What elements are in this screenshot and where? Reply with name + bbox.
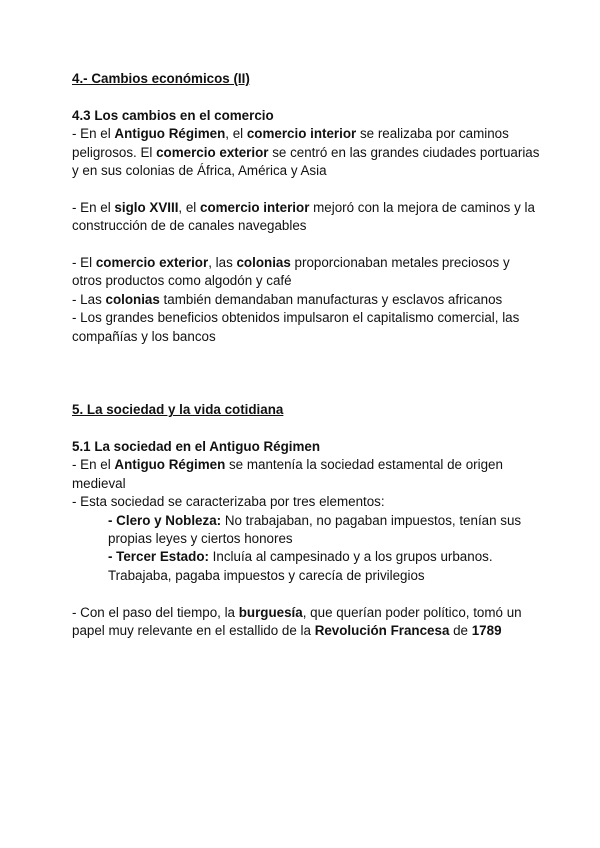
list-item-clero-nobleza: - Clero y Nobleza: No trabajaban, no pagaban impuestos, tenían sus propias leyes y ciertos honores (108, 512, 522, 547)
paragraph-beneficios: - Los grandes beneficios obtenidos impulsaron el capitalismo comercial, las compañías y los bancos (72, 310, 520, 344)
document-content (72, 70, 542, 640)
paragraph-sociedad-estamental: - En el Antiguo Régimen se mantenía la sociedad estamental de origen medieval (72, 457, 503, 491)
paragraph-comercio-antiguo-regimen: - En el Antiguo Régimen, el comercio interior se realizaba por caminos peligrosos. El comercio exterior se centró en las grandes ciudades portuarias y en sus colonias de África, América y Asia (72, 126, 540, 179)
paragraph-tres-elementos: - Esta sociedad se caracterizaba por tres elementos: (72, 494, 385, 510)
paragraph-burguesia: - Con el paso del tiempo, la burguesía, que querían poder político, tomó un papel muy relevante en el estallido de la Revolución Francesa de 1789 (72, 604, 522, 639)
paragraph-siglo-xviii: - En el siglo XVIII, el comercio interior mejoró con la mejora de caminos y la construcción de de canales navegables (72, 199, 535, 234)
section-5-1-subtitle: 5.1 La sociedad en el Antiguo Régimen (72, 439, 321, 455)
list-item-tercer-estado: - Tercer Estado: Incluía al campesinado y a los grupos urbanos. Trabajaba, pagaba impuestos y carecía de privilegios (108, 549, 493, 583)
paragraph-comercio-exterior: - El comercio exterior, las colonias proporcionaban metales preciosos y otros productos como algodón y café (72, 255, 510, 289)
section-4-3-subtitle: 4.3 Los cambios en el comercio (72, 107, 274, 123)
section-4-title: 4.- Cambios económicos (II) (72, 71, 250, 86)
section-5-title: 5. La sociedad y la vida cotidiana (72, 402, 284, 418)
paragraph-colonias: - Las colonias también demandaban manufacturas y esclavos africanos (72, 291, 503, 307)
